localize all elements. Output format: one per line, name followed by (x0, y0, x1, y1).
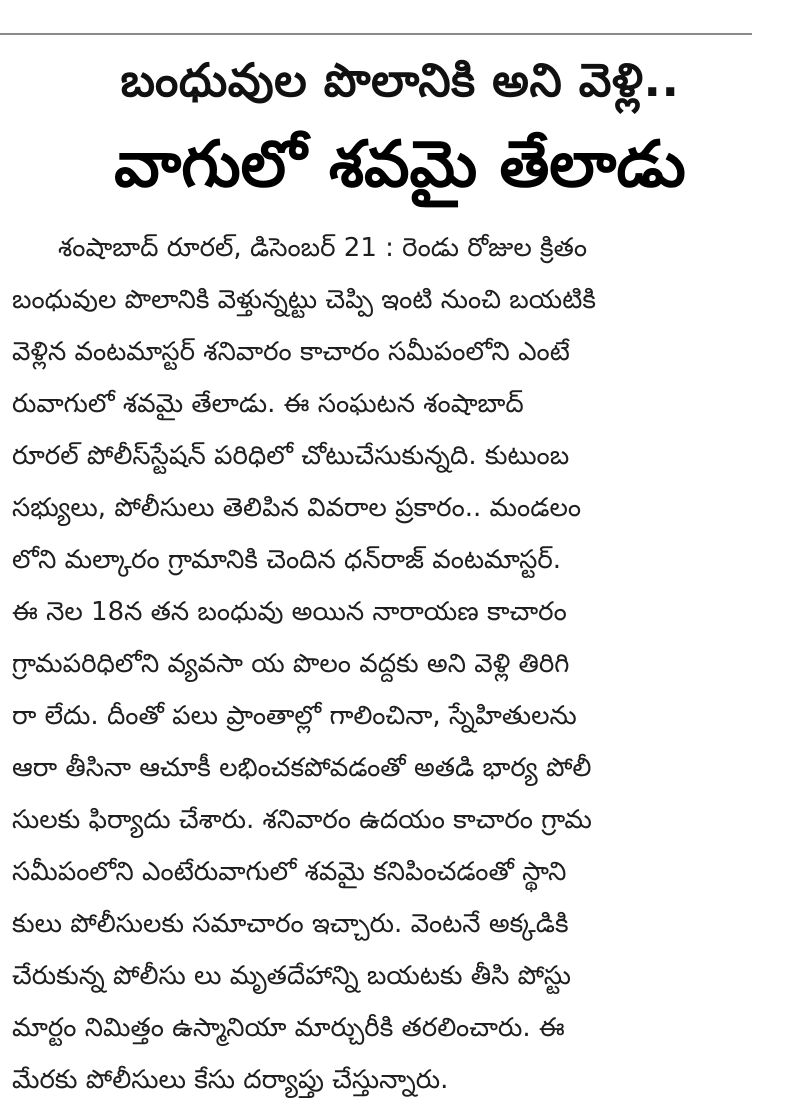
article-line: వెళ్లిన వంటమాస్టర్ శనివారం కాచారం సమీపంలోని ఎంటే (12, 337, 570, 367)
article-line: రూరల్ పోలీస్‌స్టేషన్ పరిధిలో చోటుచేసుకున్నది. కుటుంబ (12, 441, 570, 471)
article-line: ఆరా తీసినా ఆచూకీ లభించకపోవడంతో అతడి భార్య పోలీ (12, 753, 592, 783)
article-line: సభ్యులు, పోలీసులు తెలిపిన వివరాల ప్రకారం.. మండలం (12, 493, 582, 523)
article-line: సులకు ఫిర్యాదు చేశారు. శనివారం ఉదయం కాచారం గ్రామ (12, 805, 592, 835)
article-line: గ్రామపరిధిలోని వ్యవసా య పొలం వద్దకు అని వెళ్లి తిరిగి (12, 649, 570, 679)
article-line: లోని మల్కారం గ్రామానికి చెందిన ధన్‌రాజ్ వంటమాస్టర్. (12, 545, 562, 575)
top-divider (0, 33, 752, 35)
article-line: శంషాబాద్ రూరల్, డిసెంబర్ 21 : రెండు రోజుల క్రితం (58, 233, 588, 263)
headline-main: వాగులో శవమై తేలాడు (114, 128, 686, 202)
article-line: చేరుకున్న పోలీసు లు మృతదేహాన్ని బయటకు తీసి పోస్టు (12, 961, 572, 991)
article-line: రువాగులో శవమై తేలాడు. ఈ సంఘటన శంషాబాద్ (12, 389, 524, 419)
article-line: బంధువుల పొలానికి వెళ్తున్నట్టు చెప్పి ఇంటి నుంచి బయటికి (12, 285, 596, 315)
article-line: కులు పోలీసులకు సమాచారం ఇచ్చారు. వెంటనే అక్కడికి (12, 909, 569, 939)
article-line: మార్టం నిమిత్తం ఉస్మానియా మార్చురీకి తరలించారు. ఈ (12, 1013, 565, 1043)
headline-kicker: బంధువుల పొలానికి అని వెళ్లి.. (120, 53, 680, 107)
article-line: ఈ నెల 18న తన బంధువు అయిన నారాయణ కాచారం (12, 597, 567, 627)
article-line: రా లేదు. దీంతో పలు ప్రాంతాల్లో గాలించినా, స్నేహితులను (12, 701, 577, 731)
article-body (12, 222, 764, 1106)
article-line: సమీపంలోని ఎంటేరువాగులో శవమై కనిపించడంతో స్థాని (12, 857, 567, 887)
article-line: మేరకు పోలీసులు కేసు దర్యాప్తు చేస్తున్నారు. (12, 1065, 449, 1095)
